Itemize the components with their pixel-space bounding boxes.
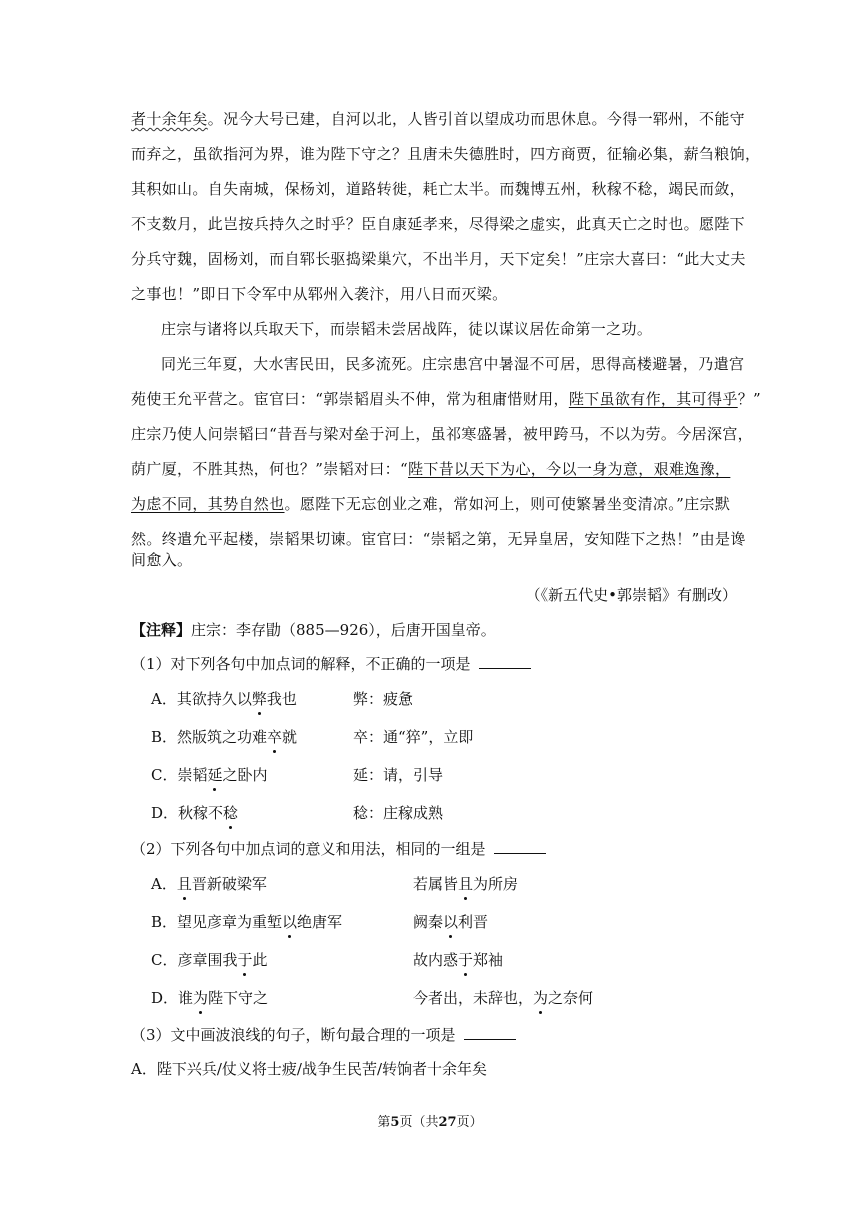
- passage-line: 不支数月，此岂按兵持久之时乎？臣自康延孝来，尽得梁之虚实，此真天亡之时也。愿陛下: [131, 215, 746, 233]
- q1-option-a: A．其欲持久以弊我也: [151, 690, 297, 708]
- dotted-word: 且: [458, 875, 474, 893]
- q1-option-c-gloss: 延：请，引导: [353, 766, 444, 784]
- dotted-word: 为: [193, 989, 209, 1007]
- wavy-underlined-text: 者十余年矣: [131, 110, 208, 128]
- passage-line: 而弃之，虽欲指河为界，谁为陛下守之？且唐未失德胜时，四方商贾，征输必集，薪刍粮饷，: [131, 145, 761, 163]
- question-3-prompt: （3）文中画波浪线的句子，断句最合理的一项是: [131, 1024, 516, 1046]
- dotted-word: 以: [282, 913, 298, 931]
- passage-line: 苑使王允平营之。宦官曰：“郭崇韬眉头不伸，常为租庸惜财用，陛下虽欲有作，其可得乎？”: [131, 390, 762, 408]
- dotted-word: 且: [176, 875, 192, 893]
- passage-line: 然。终遣允平起楼，崇韬果切谏。宦官曰：“崇韬之第，无异皇居，安知陛下之热！”由是谗: [131, 530, 746, 548]
- dotted-word: 以: [443, 913, 459, 931]
- q2-option-a-compare: 若属皆且为所房: [413, 875, 519, 893]
- passage-line: 之事也！”即日下令军中从郓州入袭汴，用八日而灭梁。: [131, 285, 508, 303]
- passage-line: 者十余年矣。况今大号已建，自河以北，人皆引首以望成功而思休息。今得一郓州，不能守: [131, 110, 746, 128]
- q3-option-a: A．陛下兴兵/仗义将士疲/战争生民苦/转饷者十余年矣: [131, 1060, 487, 1078]
- passage-paragraph: 庄宗与诸将以兵取天下，而崇韬未尝居战阵，徒以谋议居佐命第一之功。: [161, 320, 653, 338]
- dotted-word: 为: [533, 989, 549, 1007]
- underlined-text: 陛下昔以天下为心，今以一身为意，艰难逸豫，: [408, 460, 731, 478]
- underlined-text: 陛下虽欲有作，其可得乎: [568, 390, 738, 408]
- answer-blank[interactable]: [494, 839, 546, 854]
- q1-option-b-gloss: 卒：通“猝”，立即: [353, 728, 474, 746]
- passage-line: 荫广厦，不胜其热，何也？”崇韬对曰：“陛下昔以天下为心，今以一身为意，艰难逸豫，: [131, 460, 731, 478]
- answer-blank[interactable]: [479, 654, 531, 669]
- note-tag: 【注释】: [131, 621, 192, 639]
- q2-option-a: A．且晋新破梁军: [151, 875, 267, 893]
- passage-line: 同光三年夏，大水害民田，民多流死。庄宗患宫中暑湿不可居，思得高楼避暑，乃遣宫: [161, 355, 745, 373]
- underlined-text: 为虑不同，其势自然也: [131, 495, 285, 513]
- passage-line: 分兵守魏，固杨刘，而自郓长驱捣梁巢穴，不出半月，天下定矣！”庄宗大喜曰：“此大丈夫: [131, 250, 746, 268]
- q1-option-d: D．秋稼不稔: [151, 804, 239, 822]
- dotted-word: 于: [237, 951, 253, 969]
- passage-line: 为虑不同，其势自然也。愿陛下无忘创业之难，常如河上，则可使繁暑坐变清凉。”庄宗默: [131, 495, 731, 513]
- dotted-word: 于: [458, 951, 474, 969]
- dotted-word: 弊: [251, 690, 267, 708]
- passage-line: 间愈入。: [131, 551, 193, 569]
- q2-option-d: D．谁为陛下守之: [151, 989, 269, 1007]
- annotation-note: 【注释】庄宗：李存勖（885—926），后唐开国皇帝。: [131, 621, 496, 639]
- q1-option-b: B．然版筑之功难卒就: [151, 728, 298, 746]
- dotted-word: 稔: [223, 804, 239, 822]
- question-2-prompt: （2）下列各句中加点词的意义和用法，相同的一组是: [131, 838, 546, 860]
- page-number: 5: [390, 1115, 400, 1130]
- q2-option-d-compare: 今者出，未辞也，为之奈何: [413, 989, 594, 1007]
- dotted-word: 延: [207, 766, 223, 784]
- q1-option-c: C．崇韬延之卧内: [151, 766, 268, 784]
- dotted-word: 卒: [267, 728, 283, 746]
- page-total: 27: [438, 1115, 457, 1130]
- page-footer: 第5页（共27页）: [377, 1115, 483, 1130]
- passage-line: 其积如山。自失南城，保杨刘，道路转徙，耗亡太半。而魏博五州，秋稼不稔，竭民而敛，: [131, 180, 746, 198]
- q1-option-d-gloss: 稔：庄稼成熟: [353, 804, 444, 822]
- question-1-prompt: （1）对下列各句中加点词的解释，不正确的一项是: [131, 653, 531, 675]
- q2-option-c: C．彦章围我于此: [151, 951, 268, 969]
- answer-blank[interactable]: [464, 1025, 516, 1040]
- q2-option-b-compare: 阙秦以利晋: [413, 913, 489, 931]
- q2-option-c-compare: 故内惑于郑袖: [413, 951, 504, 969]
- q1-option-a-gloss: 弊：疲惫: [353, 690, 414, 708]
- source-citation: （《新五代史•郭崇韬》有删改）: [525, 586, 737, 604]
- passage-line: 庄宗乃使人问崇韬曰“昔吾与梁对垒于河上，虽祁寒盛暑，被甲跨马，不以为劳。今居深宫，: [131, 425, 754, 443]
- q2-option-b: B．望见彦章为重堑以绝唐军: [151, 913, 343, 931]
